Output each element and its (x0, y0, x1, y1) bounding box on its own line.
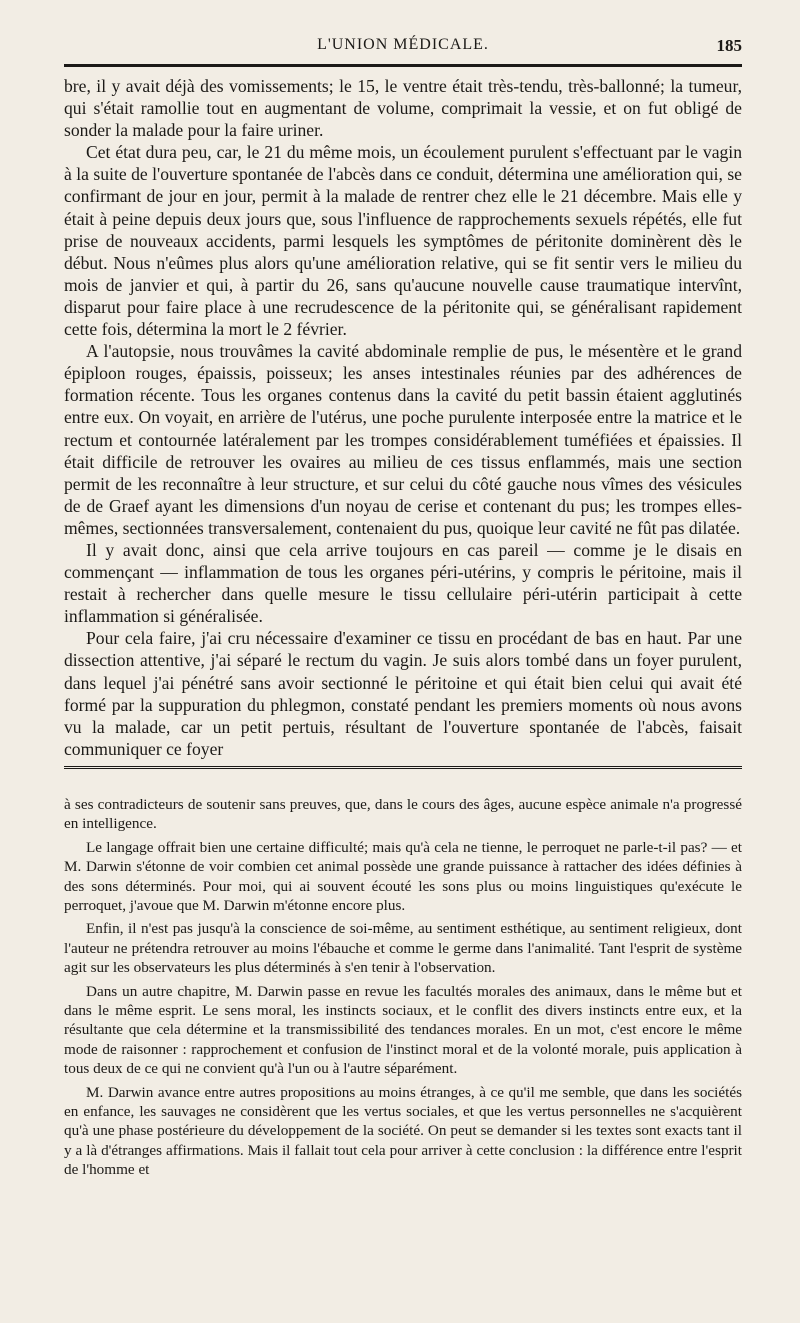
article-paragraph-1: bre, il y avait déjà des vomissements; le 15, le ventre était très-tendu, très-ballonné; la tumeur, qui s'était ramollie tout en augmentant de volume, comprimait la vessie, et on fut obligé de sonder la malade pour la faire uriner. (64, 76, 742, 141)
feuilleton-paragraph-1: à ses contradicteurs de soutenir sans preuves, que, dans le cours des âges, aucune espèce animale n'a progressé en intelligence. (64, 795, 742, 833)
article-paragraph-5: Pour cela faire, j'ai cru nécessaire d'examiner ce tissu en procédant de bas en haut. Par une dissection attentive, j'ai séparé le rectum du vagin. Je suis alors tombé dans un foyer purulent, dans lequel j'ai pénétré sans avoir sectionné le péritoine et qui était bien celui qui avait été formé par la suppuration du phlegmon, constaté pendant les premiers moments où nous avons vu la malade, car un petit pertuis, résultant de l'ouverture spontanée de l'abcès, faisait communiquer ce foyer (64, 628, 742, 759)
page-number: 185 (716, 36, 742, 55)
feuilleton-paragraph-3: Enfin, il n'est pas jusqu'à la conscience de soi-même, au sentiment esthétique, au sentiment religieux, dont l'auteur ne prétendra retrouver au moins l'ébauche et comme le germe dans l'animalité. Tant l'esprit de système agit sur les observateurs les plus déterminés à s'en tenir à l'observation. (64, 920, 742, 977)
feuilleton (64, 795, 742, 1180)
article-paragraph-3: A l'autopsie, nous trouvâmes la cavité abdominale remplie de pus, le mésentère et le grand épiploon rouges, épaissis, poisseux; les anses intestinales réunies par des adhérences de formation récente. Tous les organes contenus dans la cavité du petit bassin étaient agglutinés entre eux. On voyait, en arrière de l'utérus, une poche purulente interposée entre la matrice et le rectum et contournée latéralement par les trompes considérablement tuméfiées et épaissies. Il était difficile de retrouver les ovaires au milieu de ces tissus enflammés, mais une section permit de les reconnaître à leur structure, et sur celui du côté gauche nous vîmes des vésicules de de Graef ayant les dimensions d'un noyau de cerise et contenant du pus; les trompes elles-mêmes, sectionnées transversalement, contenaient du pus, quoique leur cavité ne fût pas dilatée. (64, 341, 742, 538)
main-article (64, 75, 742, 760)
feuilleton-paragraph-5: M. Darwin avance entre autres propositions au moins étranges, à ce qu'il me semble, que dans les sociétés en enfance, les sauvages ne considèrent que les vertus sociales, et que les vertus personnelles ne s'acquièrent qu'à une phase postérieure du développement de la société. On peut se demander si les textes sont exacts tant il y a là d'étranges affirmations. Mais il fallait tout cela pour arriver à cette conclusion : la différence entre l'esprit de l'homme et (64, 1083, 742, 1179)
article-paragraph-4: Il y avait donc, ainsi que cela arrive toujours en cas pareil — comme je le disais en commençant — inflammation de tous les organes péri-utérins, y compris le péritoine, mais il restait à rechercher dans quelle mesure le tissu cellulaire péri-utérin participait à cette inflammation si généralisée. (64, 539, 742, 627)
feuilleton-paragraph-4: Dans un autre chapitre, M. Darwin passe en revue les facultés morales des animaux, dans le même but et dans le même esprit. Le sens moral, les instincts sociaux, et le conflit des divers instincts entre eux, et la résultante que cela détermine et la transmissibilité des tendances morales. En un mot, c'est encore le même mode de raisonner : rapprochement et confusion de l'instinct moral et de la volonté morale, puis application à tous deux de ce qui ne convient qu'à l'un ou à l'autre séparément. (64, 982, 742, 1078)
feuilleton-divider (64, 766, 742, 771)
feuilleton-paragraph-2: Le langage offrait bien une certaine difficulté; mais qu'à cela ne tienne, le perroquet ne parle-t-il pas? — et M. Darwin s'étonne de voir combien cet animal possède une grande puissance à rattacher des idées définies à des sons déterminés. Pour moi, qui ai souvent écouté les sons plus ou moins linguistiques qu'exécute le perroquet, j'avoue que M. Darwin m'étonne encore plus. (64, 838, 742, 914)
running-title: L'UNION MÉDICALE. (317, 36, 489, 53)
header-rule (64, 64, 742, 67)
page-header (64, 28, 742, 64)
article-paragraph-2: Cet état dura peu, car, le 21 du même mois, un écoulement purulent s'effectuant par le vagin à la suite de l'ouverture spontanée de l'abcès dans ce conduit, détermina une amélioration qui, se confirmant de jour en jour, permit à la malade de rentrer chez elle le 21 décembre. Mais elle y était à peine depuis deux jours que, sous l'influence de rapprochements sexuels répétés, elle fut prise de nouveaux accidents, parmi lesquels les symptômes de péritonite dominèrent dès le début. Nous n'eûmes plus alors qu'une amélioration relative, qui se fit sentir vers le milieu du mois de janvier et qui, à partir du 26, sans qu'aucune nouvelle cause traumatique intervînt, disparut pour faire place à une recrudescence de la péritonite qui, se généralisant rapidement cette fois, détermina la mort le 2 février. (64, 142, 742, 340)
